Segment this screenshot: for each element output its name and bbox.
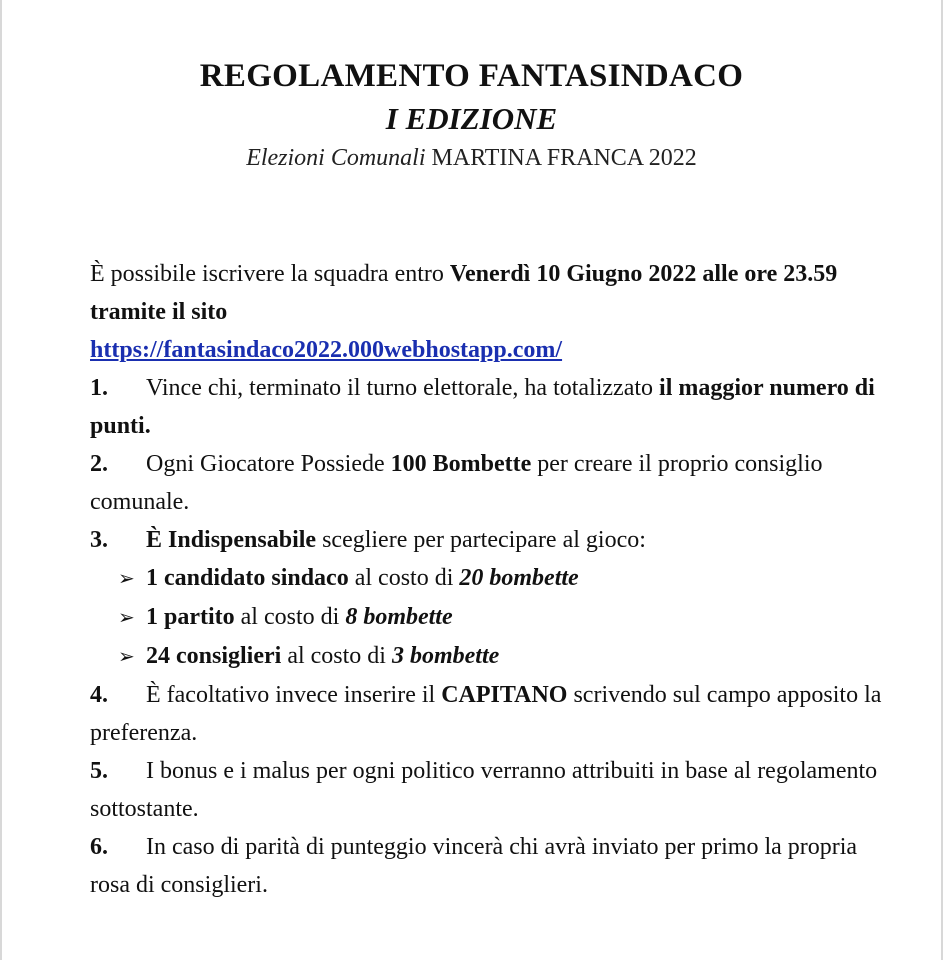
rule-6	[90, 828, 890, 904]
rule-number: 6.	[90, 834, 108, 860]
arrow-bullet-icon: ➢	[118, 646, 135, 668]
rule-number: 4.	[90, 682, 108, 708]
page-edge-left	[0, 0, 2, 960]
choice-item	[90, 559, 890, 598]
choice-bold: 24 consiglieri	[146, 643, 282, 669]
choice-mid: al costo di	[348, 565, 460, 591]
rule-number: 1.	[90, 375, 108, 401]
choice-cost: 8 bombette	[345, 604, 453, 630]
choice-mid: al costo di	[281, 643, 392, 669]
rule-5	[90, 752, 890, 828]
rule-bold: il maggior numero di punti.	[90, 375, 875, 439]
choice-bold: 1 candidato sindaco	[146, 565, 349, 591]
subtitle	[0, 145, 943, 172]
rule-text-post: scrivendo sul campo apposito la preferenza.	[90, 682, 882, 746]
rule-text-post: per creare il proprio consiglio comunale.	[90, 451, 823, 515]
rule-1	[90, 369, 890, 445]
rule-text: Vince chi, terminato il turno elettorale, ha totalizzato	[146, 375, 660, 401]
intro-text: È possibile iscrivere la squadra entro	[90, 261, 450, 287]
rule-number: 3.	[90, 527, 108, 553]
rule-bold: CAPITANO	[441, 682, 568, 708]
rule-3	[90, 521, 890, 559]
choice-mid: al costo di	[234, 604, 346, 630]
rule-bold: 100 Bombette	[390, 451, 532, 477]
rules-body	[90, 255, 890, 904]
rule-text: I bonus e i malus per ogni politico verranno attribuiti in base al regolamento sottostante.	[90, 758, 878, 822]
rule-text-post: scegliere per partecipare al gioco:	[316, 527, 646, 553]
subtitle-city: MARTINA FRANCA 2022	[431, 145, 697, 171]
choice-item	[90, 637, 890, 676]
intro-paragraph	[90, 255, 890, 369]
document-title: REGOLAMENTO FANTASINDACO	[199, 58, 744, 94]
rule-bold: È Indispensabile	[146, 527, 317, 553]
intro-deadline: Venerdì 10 Giugno 2022 alle ore 23.59 tramite il sito	[90, 261, 838, 325]
rule-text: È facoltativo invece inserire il	[146, 682, 442, 708]
choice-cost: 3 bombette	[391, 643, 500, 669]
arrow-bullet-icon: ➢	[118, 568, 135, 590]
rule-4	[90, 676, 890, 752]
choice-cost: 20 bombette	[459, 565, 579, 591]
rule-2	[90, 445, 890, 521]
signup-link[interactable]: https://fantasindaco2022.000webhostapp.com/	[90, 337, 563, 363]
edition-label: I EDIZIONE	[385, 101, 558, 136]
rule-number: 5.	[90, 758, 108, 784]
rule-text: Ogni Giocatore Possiede	[146, 451, 391, 477]
choice-item	[90, 598, 890, 637]
subtitle-italic: Elezioni Comunali	[246, 145, 426, 171]
choice-bold: 1 partito	[146, 604, 235, 630]
rule-text: In caso di parità di punteggio vincerà chi avrà inviato per primo la propria rosa di consiglieri.	[90, 834, 858, 898]
arrow-bullet-icon: ➢	[118, 607, 135, 629]
rule-number: 2.	[90, 451, 108, 477]
